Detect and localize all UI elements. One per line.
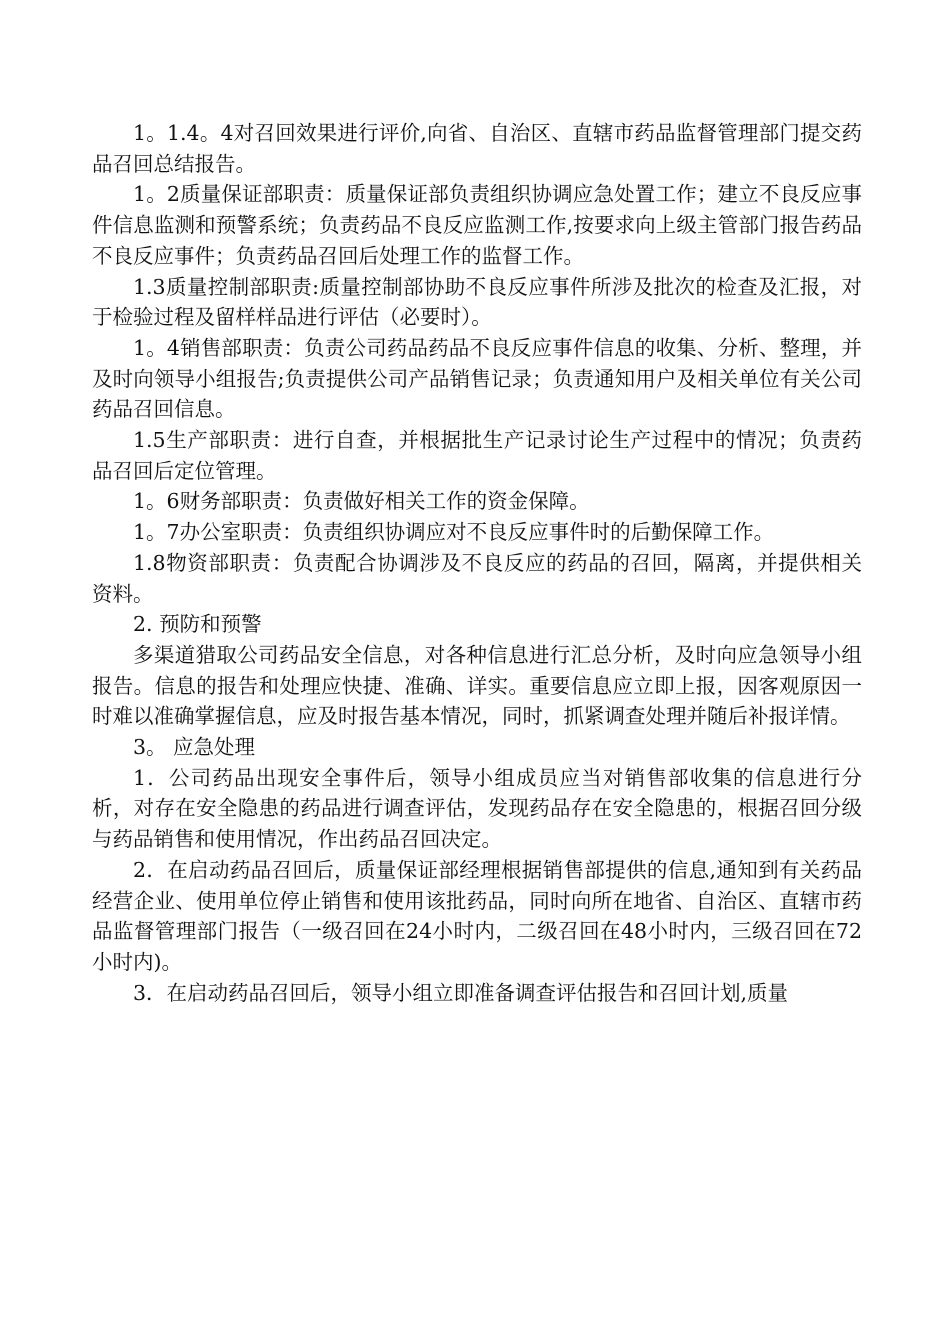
section-heading-prevention: 2. 预防和预警: [133, 612, 262, 637]
paragraph-production-duties: 1.5生产部职责：进行自查，并根据批生产记录讨论生产过程中的情况；负责药品召回后定位管理。: [92, 428, 862, 483]
paragraph-finance-duties: 1。6财务部职责：负责做好相关工作的资金保障。: [133, 489, 590, 514]
paragraph-emergency-step-3: 3．在启动药品召回后，领导小组立即准备调查评估报告和召回计划,质量: [133, 980, 789, 1005]
paragraph-qa-duties: 1。2质量保证部职责：质量保证部负责组织协调应急处置工作；建立不良反应事件信息监测和预警系统；负责药品不良反应监测工作,按要求向上级主管部门报告药品不良反应事件；负责药品召回后处理工作的监督工作。: [92, 182, 862, 268]
paragraph-sales-duties: 1。4销售部职责：负责公司药品药品不良反应事件信息的收集、分析、整理，并及时向领导小组报告;负责提供公司产品销售记录；负责通知用户及相关单位有关公司药品召回信息。: [92, 335, 862, 422]
paragraph-recall-evaluation: 1。1.4。4对召回效果进行评价,向省、自治区、直辖市药品监督管理部门提交药品召回总结报告。: [92, 121, 862, 176]
paragraph-emergency-step-2: 2．在启动药品召回后，质量保证部经理根据销售部提供的信息,通知到有关药品经营企业、使用单位停止销售和使用该批药品，同时向所在地省、自治区、直辖市药品监督管理部门报告（一级召回在24小时内，二级召回在48小时内，三级召回在72小时内)。: [92, 857, 862, 974]
paragraph-qc-duties: 1.3质量控制部职责:质量控制部协助不良反应事件所涉及批次的检查及汇报，对于检验过程及留样样品进行评估（必要时）。: [92, 274, 862, 330]
paragraph-prevention: 多渠道猎取公司药品安全信息，对各种信息进行汇总分析，及时向应急领导小组报告。信息的报告和处理应快捷、准确、详实。重要信息应立即上报，因客观原因一时难以准确掌握信息，应及时报告基本情况，同时，抓紧调查处理并随后补报详情。: [92, 642, 862, 729]
paragraph-materials-duties: 1.8物资部职责：负责配合协调涉及不良反应的药品的召回，隔离，并提供相关资料。: [92, 550, 862, 606]
document-page: [92, 118, 862, 1008]
paragraph-office-duties: 1。7办公室职责：负责组织协调应对不良反应事件时的后勤保障工作。: [133, 520, 775, 545]
section-heading-emergency: 3。 应急处理: [133, 735, 256, 760]
paragraph-emergency-step-1: 1．公司药品出现安全事件后，领导小组成员应当对销售部收集的信息进行分析，对存在安全隐患的药品进行调查评估，发现药品存在安全隐患的，根据召回分级与药品销售和使用情况，作出药品召回决定。: [92, 765, 862, 852]
